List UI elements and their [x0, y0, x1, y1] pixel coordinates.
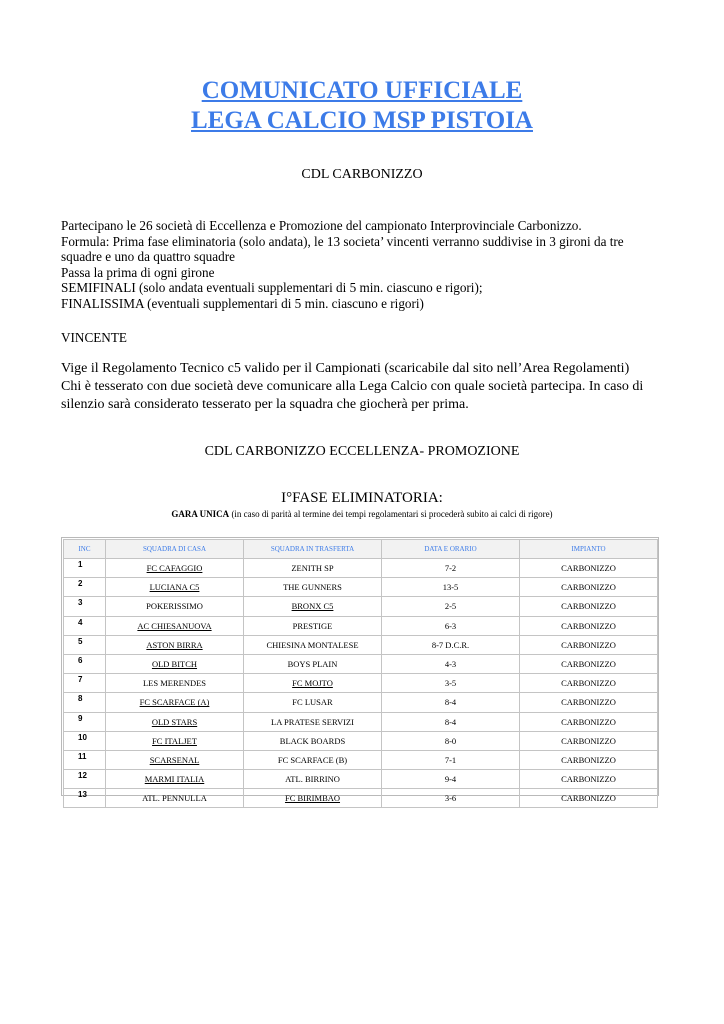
cell-result-text: 9-4 — [444, 774, 457, 785]
gara-note — [0, 509, 724, 519]
cell-away-team — [244, 654, 382, 673]
cell-home-team — [106, 597, 244, 616]
cell-inc — [64, 654, 106, 673]
cell-venue-text: CARBONIZZO — [561, 774, 616, 785]
cell-away-team-text: CHIESINA MONTALESE — [266, 639, 359, 650]
intro-line: Partecipano le 26 società di Eccellenza e Promozione del campionato Interprovinciale Carbonizzo. — [61, 218, 582, 233]
intro-line: Passa la prima di ogni girone — [61, 264, 215, 280]
cell-venue — [520, 770, 658, 789]
cell-inc-text: 2 — [78, 579, 83, 589]
cell-away-team-text: BOYS PLAIN — [287, 659, 338, 670]
cell-result — [382, 616, 520, 635]
intro-line: SEMIFINALI (solo andata eventuali supplementari di 5 min. ciascuno e rigori); — [61, 280, 483, 295]
cell-venue-text: CARBONIZZO — [561, 563, 616, 574]
cell-venue — [520, 693, 658, 712]
table-header-row — [64, 540, 658, 559]
intro-line: FINALISSIMA (eventuali supplementari di 5 min. ciascuno e rigori) — [61, 295, 424, 311]
cell-result — [382, 674, 520, 693]
cell-home-team — [106, 559, 244, 578]
table-row — [64, 635, 658, 654]
rules-line: Chi è tesserato con due società deve comunicare alla Lega Calcio con quale società partecipa. In caso di — [61, 379, 644, 394]
cell-home-team-text[interactable]: LUCIANA C5 — [149, 582, 200, 593]
cell-home-team-text: ATL. PENNULLA — [142, 793, 207, 804]
cell-venue-text: CARBONIZZO — [561, 620, 616, 631]
cell-away-team — [244, 635, 382, 654]
header-away: SQUADRA IN TRASFERTA — [244, 540, 382, 559]
vincente-label: VINCENTE — [61, 330, 127, 345]
table-row — [64, 770, 658, 789]
cell-inc-text: 1 — [78, 560, 83, 569]
cell-inc — [64, 674, 106, 693]
header-date: DATA E ORARIO — [382, 540, 520, 559]
cell-away-team — [244, 616, 382, 635]
cell-away-team — [244, 712, 382, 731]
cell-venue-text: CARBONIZZO — [561, 639, 616, 650]
cell-result — [382, 750, 520, 769]
cell-result-text: 3-6 — [444, 793, 457, 804]
cell-result-text: 8-0 — [444, 735, 457, 746]
gara-note-text: (in caso di parità al termine dei tempi regolamentari si procederà subito ai calci di rigore) — [229, 509, 553, 519]
table-row — [64, 654, 658, 673]
cell-away-team — [244, 731, 382, 750]
cell-result-text: 8-4 — [444, 716, 457, 727]
phase-title: I°FASE ELIMINATORIA: — [281, 490, 443, 506]
cell-result — [382, 693, 520, 712]
cell-result-text: 2-5 — [444, 601, 457, 612]
cell-venue — [520, 597, 658, 616]
cell-home-team — [106, 731, 244, 750]
cell-venue-text: CARBONIZZO — [561, 716, 616, 727]
cell-result — [382, 731, 520, 750]
header-venue: IMPIANTO — [520, 540, 658, 559]
cell-venue-text: CARBONIZZO — [561, 678, 616, 689]
cell-away-team — [244, 789, 382, 808]
cell-away-team-text[interactable]: BRONX C5 — [291, 601, 334, 612]
cell-result-text: 7-1 — [444, 754, 457, 765]
cell-venue-text: CARBONIZZO — [561, 697, 616, 708]
cell-inc — [64, 635, 106, 654]
cell-result — [382, 712, 520, 731]
cell-result — [382, 559, 520, 578]
cell-inc-text: 5 — [78, 636, 83, 646]
cell-away-team — [244, 559, 382, 578]
gara-bold: GARA UNICA — [171, 509, 230, 519]
cell-venue-text: CARBONIZZO — [561, 582, 616, 593]
cell-home-team — [106, 674, 244, 693]
cell-result-text: 13-5 — [442, 582, 459, 593]
cell-away-team-text[interactable]: FC BIRIMBAO — [284, 793, 341, 804]
cell-inc-text: 12 — [78, 771, 87, 781]
cell-home-team — [106, 635, 244, 654]
cell-away-team-text: FC LUSAR — [292, 697, 333, 708]
document-subtitle: CDL CARBONIZZO — [301, 167, 423, 182]
cell-away-team-text: FC SCARFACE (B) — [277, 754, 348, 765]
cell-away-team-text: ZENITH SP — [291, 563, 334, 574]
cell-venue — [520, 674, 658, 693]
cell-inc-text: 11 — [78, 751, 87, 761]
cell-venue-text: CARBONIZZO — [561, 754, 616, 765]
intro-line: squadre e uno da quattro squadre — [61, 249, 235, 264]
cell-result-text: 4-3 — [444, 659, 457, 670]
cell-home-team-text[interactable]: SCARSENAL — [149, 754, 200, 765]
cell-away-team-text[interactable]: FC MOJTO — [292, 678, 333, 689]
cell-inc — [64, 750, 106, 769]
table-row — [64, 597, 658, 616]
cell-away-team — [244, 674, 382, 693]
cell-inc — [64, 731, 106, 750]
cell-inc-text: 9 — [78, 713, 83, 723]
section-title: CDL CARBONIZZO ECCELLENZA- PROMOZIONE — [204, 444, 520, 459]
title-line-1: COMUNICATO UFFICIALE — [201, 77, 523, 104]
cell-home-team-text[interactable]: MARMI ITALIA — [144, 774, 205, 785]
cell-inc-text: 3 — [78, 598, 83, 608]
cell-away-team — [244, 597, 382, 616]
cell-venue-text: CARBONIZZO — [561, 659, 616, 670]
table-row — [64, 789, 658, 808]
cell-inc — [64, 789, 106, 808]
cell-away-team — [244, 693, 382, 712]
results-table-frame — [61, 537, 659, 804]
table-row — [64, 712, 658, 731]
table-row — [64, 578, 658, 597]
table-body — [64, 559, 658, 808]
cell-home-team-text[interactable]: FC CAFAGGIO — [146, 563, 203, 574]
cell-away-team-text: LA PRATESE SERVIZI — [271, 716, 354, 727]
cell-venue-text: CARBONIZZO — [561, 735, 616, 746]
cell-result — [382, 635, 520, 654]
cell-inc-text: 8 — [78, 694, 83, 704]
cell-inc-text: 4 — [78, 617, 83, 627]
cell-home-team — [106, 789, 244, 808]
cell-venue — [520, 789, 658, 808]
cell-venue — [520, 616, 658, 635]
cell-inc-text: 10 — [78, 732, 87, 742]
cell-inc — [64, 616, 106, 635]
cell-away-team — [244, 750, 382, 769]
cell-away-team — [244, 578, 382, 597]
cell-inc — [64, 559, 106, 578]
cell-venue — [520, 750, 658, 769]
results-table — [63, 539, 658, 808]
cell-home-team — [106, 654, 244, 673]
cell-home-team-text[interactable]: OLD BITCH — [151, 659, 198, 670]
cell-home-team — [106, 770, 244, 789]
table-row — [64, 559, 658, 578]
cell-home-team — [106, 616, 244, 635]
cell-inc-text: 6 — [78, 655, 83, 665]
cell-result — [382, 654, 520, 673]
cell-inc-text: 7 — [78, 675, 83, 685]
cell-venue-text: CARBONIZZO — [561, 601, 616, 612]
cell-home-team — [106, 712, 244, 731]
cell-venue — [520, 654, 658, 673]
cell-home-team-text[interactable]: OLD STARS — [151, 716, 198, 727]
cell-result-text: 7-2 — [444, 563, 457, 574]
cell-inc — [64, 597, 106, 616]
cell-home-team — [106, 693, 244, 712]
cell-inc — [64, 712, 106, 731]
cell-home-team-text[interactable]: FC SCARFACE (A) — [139, 697, 210, 708]
cell-away-team — [244, 770, 382, 789]
table-row — [64, 750, 658, 769]
cell-home-team — [106, 578, 244, 597]
title-line-2: LEGA CALCIO MSP PISTOIA — [191, 107, 533, 134]
cell-inc — [64, 693, 106, 712]
cell-venue — [520, 635, 658, 654]
header-inc: INC — [64, 540, 106, 559]
header-home: SQUADRA DI CASA — [106, 540, 244, 559]
cell-away-team-text: THE GUNNERS — [283, 582, 342, 593]
cell-inc-text: 13 — [78, 790, 87, 800]
intro-line: Formula: Prima fase eliminatoria (solo andata), le 13 societa’ vincenti verranno suddivise in 3 gironi da tre — [61, 233, 624, 249]
cell-result — [382, 770, 520, 789]
cell-away-team-text: PRESTIGE — [292, 620, 333, 631]
cell-away-team-text: ATL. BIRRINO — [285, 774, 340, 785]
cell-venue — [520, 578, 658, 597]
cell-home-team-text[interactable]: AC CHIESANUOVA — [137, 620, 212, 631]
cell-result — [382, 578, 520, 597]
cell-venue-text: CARBONIZZO — [561, 793, 616, 804]
cell-home-team-text: POKERISSIMO — [146, 601, 203, 612]
cell-inc — [64, 578, 106, 597]
table-row — [64, 616, 658, 635]
cell-result-text: 8-4 — [444, 697, 457, 708]
table-row — [64, 731, 658, 750]
cell-result — [382, 789, 520, 808]
cell-venue — [520, 559, 658, 578]
cell-result — [382, 597, 520, 616]
cell-home-team-text[interactable]: FC ITALJET — [152, 735, 197, 746]
cell-venue — [520, 731, 658, 750]
intro-paragraph — [61, 218, 671, 311]
cell-home-team-text[interactable]: ASTON BIRRA — [146, 639, 203, 650]
cell-home-team — [106, 750, 244, 769]
cell-result-text: 8-7 D.C.R. — [431, 639, 470, 650]
rules-line: Vige il Regolamento Tecnico c5 valido per il Campionati (scaricabile dal sito nell’Area Regolamenti) — [61, 361, 630, 376]
rules-line: silenzio sarà considerato tesserato per la squadra che giocherà per prima. — [61, 397, 469, 412]
cell-venue — [520, 712, 658, 731]
rules-paragraph — [61, 360, 671, 414]
cell-result-text: 3-5 — [444, 678, 457, 689]
table-row — [64, 693, 658, 712]
cell-away-team-text: BLACK BOARDS — [279, 735, 346, 746]
table-row — [64, 674, 658, 693]
cell-result-text: 6-3 — [444, 620, 457, 631]
cell-inc — [64, 770, 106, 789]
cell-home-team-text: LES MERENDES — [142, 678, 207, 689]
